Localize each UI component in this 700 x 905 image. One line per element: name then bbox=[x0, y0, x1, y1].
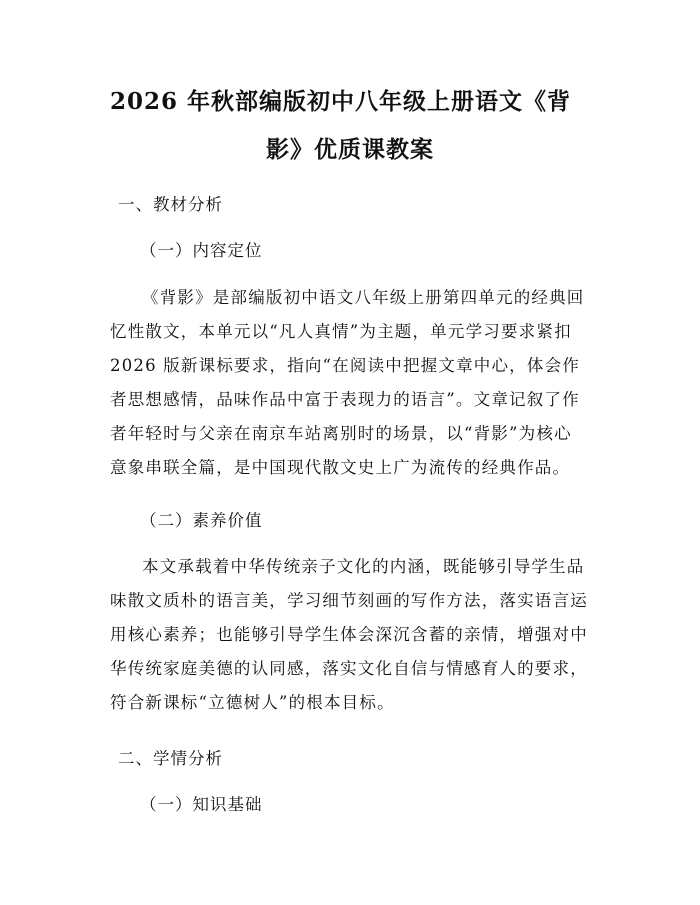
paragraph-line: 符合新课标“立德树人”的根本目标。 bbox=[110, 693, 395, 712]
paragraph-line: 意象串联全篇，是中国现代散文史上广为流传的经典作品。 bbox=[110, 458, 571, 477]
paragraph-line: 味散文质朴的语言美，学习细节刻画的写作方法，落实语言运 bbox=[110, 591, 588, 610]
paragraph-line: 者年轻时与父亲在南京车站离别时的场景，以“背影”为核心 bbox=[110, 424, 572, 443]
subheading-content-positioning: （一）内容定位 bbox=[140, 241, 263, 260]
section-heading-textbook-analysis: 一、教材分析 bbox=[118, 195, 223, 214]
document-title-line-1: 2026 年秋部编版初中八年级上册语文《背 bbox=[110, 88, 572, 115]
paragraph-literacy-value bbox=[110, 550, 590, 720]
document-title-line-2: 影》优质课教案 bbox=[266, 136, 434, 163]
subheading-literacy-value: （二）素养价值 bbox=[140, 511, 263, 530]
paragraph-line: 用核心素养；也能够引导学生体会深沉含蓄的亲情，增强对中 bbox=[110, 625, 588, 644]
paragraph-line: 2026 版新课标要求，指向“在阅读中把握文章中心，体会作 bbox=[110, 356, 580, 375]
paragraph-line: 忆性散文，本单元以“凡人真情”为主题，单元学习要求紧扣 bbox=[110, 322, 572, 341]
section-heading-learner-analysis: 二、学情分析 bbox=[118, 749, 223, 768]
paragraph-content-positioning bbox=[110, 281, 590, 485]
subheading-knowledge-foundation: （一）知识基础 bbox=[140, 795, 263, 814]
paragraph-line: 本文承载着中华传统亲子文化的内涵，既能够引导学生品 bbox=[142, 557, 585, 576]
paragraph-line: 者思想感情，品味作品中富于表现力的语言”。文章记叙了作 bbox=[110, 390, 580, 409]
paragraph-line: 华传统家庭美德的认同感，落实文化自信与情感育人的要求， bbox=[110, 659, 588, 678]
paragraph-line: 《背影》是部编版初中语文八年级上册第四单元的经典回 bbox=[142, 288, 585, 307]
